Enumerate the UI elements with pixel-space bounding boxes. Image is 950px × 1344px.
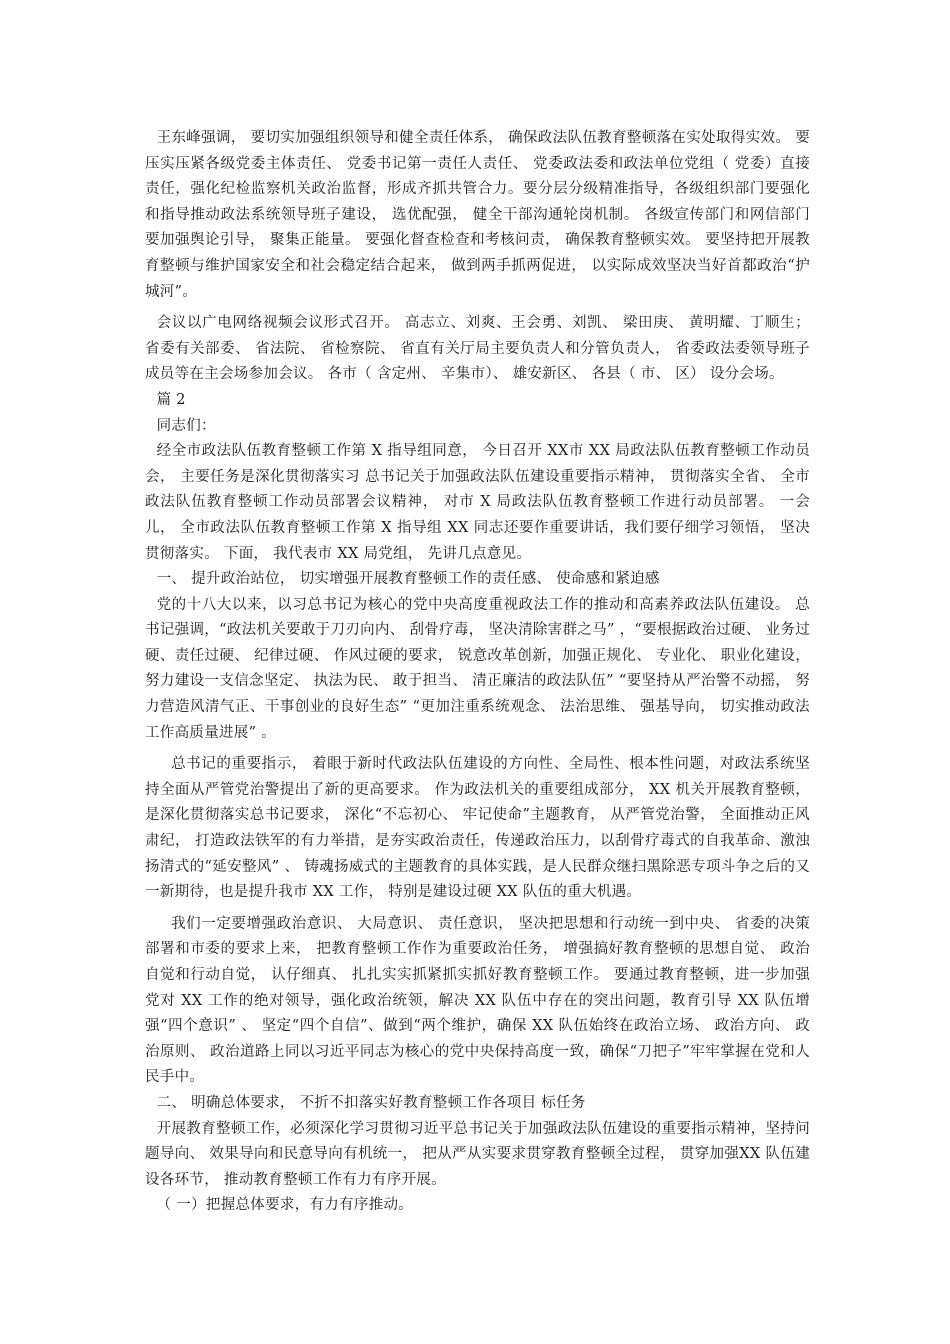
heading-section-one: 一、 提升政治站位， 切实增强开展教育整顿工作的责任感、 使命感和紧迫感 — [156, 571, 660, 588]
paragraph-important-instructions: 总书记的重要指示， 着眼于新时代政法队伍建设的方向性、全局性、根本性问题，对政法系统坚持全面从严管党治警提出了新的更高要求。 作为政法机关的重要组成部分， XX 机关开展教育整顿，是深化贯彻落实总书记要求， 深化“不忘初心、 牢记使命”主题教育， 从严管党治警， 全面推动正风肃纪， 打造政法铁军的有力举措，是夯实政治责任，传递政治压力，以刮骨疗毒式的自我革命、激浊扬清式的“延安整风” 、 铸魂扬威式的主题教育的具体实践，是人民群众继扫黑除恶专项斗争之后的又一新期待，也是提升我市 XX 工作， 特别是建设过硬 XX 队伍的重大机遇。 — [145, 756, 810, 901]
paragraph-meeting-format: 会议以广电网络视频会议形式召开。 高志立、刘爽、王会勇、刘凯、 梁田庚、 黄明耀、丁顺生； 省委有关部委、 省法院、 省检察院、 省直有关厅局主要负责人和分管负责人， 省委政法委领导班子成员等在主会场参加会议。 各市（ 含定州、 辛集市）、 雄安新区、 各县（ 市、 区） 设分会场。 — [145, 315, 810, 383]
paragraph-opening: 经全市政法队伍教育整顿工作第 X 指导组同意， 今日召开 XX市 XX 局政法队伍教育整顿工作动员会， 主要任务是深化贯彻落实习 总书记关于加强政法队伍建设重要指示精神， 贯彻落实全省、 全市政法队伍教育整顿工作动员部署会议精神， 对市 X 局政法队伍教育整顿工作进行动员部署。 一会儿， 全市政法队伍教育整顿工作第 X 指导组 XX 同志还要作重要讲话，我们要仔细学习领悟， 坚决贯彻落实。 下面， 我代表市 XX 局党组， 先讲几点意见。 — [145, 443, 810, 562]
paragraph-responsibility-system: 王东峰强调， 要切实加强组织领导和健全责任体系， 确保政法队伍教育整顿落在实处取得实效。 要压实压紧各级党委主体责任、 党委书记第一责任人责任、 党委政法委和政法单位党组（ 党委）直接责任，强化纪检监察机关政治监督，形成齐抓共管合力。要分层分级精准指导，各级组织部门要强化和指导推动政法系统领导班子建设， 选优配强， 健全干部沟通轮岗机制。 各级宣传部门和网信部门要加强舆论引导， 聚集正能量。 要强化督查检查和考核问责， 确保教育整顿实效。 要坚持把开展教育整顿与维护国家安全和社会稳定结合起来， 做到两手抓两促进， 以实际成效坚决当好首都政治“护城河”。 — [145, 130, 810, 300]
subheading-one: （ 一）把握总体要求，有力有序推动。 — [156, 1197, 414, 1214]
paragraph-overall-requirements: 开展教育整顿工作，必须深化学习贯彻习近平总书记关于加强政法队伍建设的重要指示精神，坚持问题导向、 效果导向和民意导向有机统一， 把从严从实要求贯穿教育整顿全过程， 贯穿加强XX 队伍建设各环节， 推动教育整顿工作有力有序开展。 — [145, 1120, 810, 1188]
section-label-part-2: 篇 2 — [156, 391, 186, 408]
document-page — [145, 126, 810, 1219]
heading-section-two: 二、 明确总体要求， 不折不扣落实好教育整顿工作各项目 标任务 — [156, 1094, 586, 1111]
paragraph-political-awareness: 我们一定要增强政治意识、 大局意识、 责任意识， 坚决把思想和行动统一到中央、 省委的决策部署和市委的要求上来， 把教育整顿工作作为重要政治任务， 增强搞好教育整顿的思想自觉、 政治自觉和行动自觉， 认仔细真、 扎扎实实抓紧抓实抓好教育整顿工作。 要通过教育整顿，进一步加强党对 XX 工作的绝对领导，强化政治统领，解决 XX 队伍中存在的突出问题，教育引导 XX 队伍增强“四个意识” 、 坚定“四个自信”、做到“两个维护，确保 XX 队伍始终在政治立场、 政治方向、 政治原则、 政治道路上同以习近平同志为核心的党中央保持高度一致，确保“刀把子”牢牢掌握在党和人民手中。 — [145, 915, 810, 1086]
paragraph-eighteenth-congress: 党的十八大以来，以习总书记为核心的党中央高度重视政法工作的推动和高素养政法队伍建设。 总书记强调，“政法机关要敢于刀刃向内、 刮骨疗毒， 坚决清除害群之马” ，“要根据政治过硬、 业务过硬、责任过硬、 纪律过硬、 作风过硬的要求， 锐意改革创新，加强正规化、 专业化、 职业化建设， 努力建设一支信念坚定、 执法为民、 敢于担当、 清正廉洁的政法队伍” “要坚持从严治警不动摇， 努力营造风清气正、干事创业的良好生态” “更加注重系统观念、 法治思维、 强基导向， 切实推动政法工作高质量进展” 。 — [145, 596, 810, 741]
salutation: 同志们： — [156, 417, 216, 434]
